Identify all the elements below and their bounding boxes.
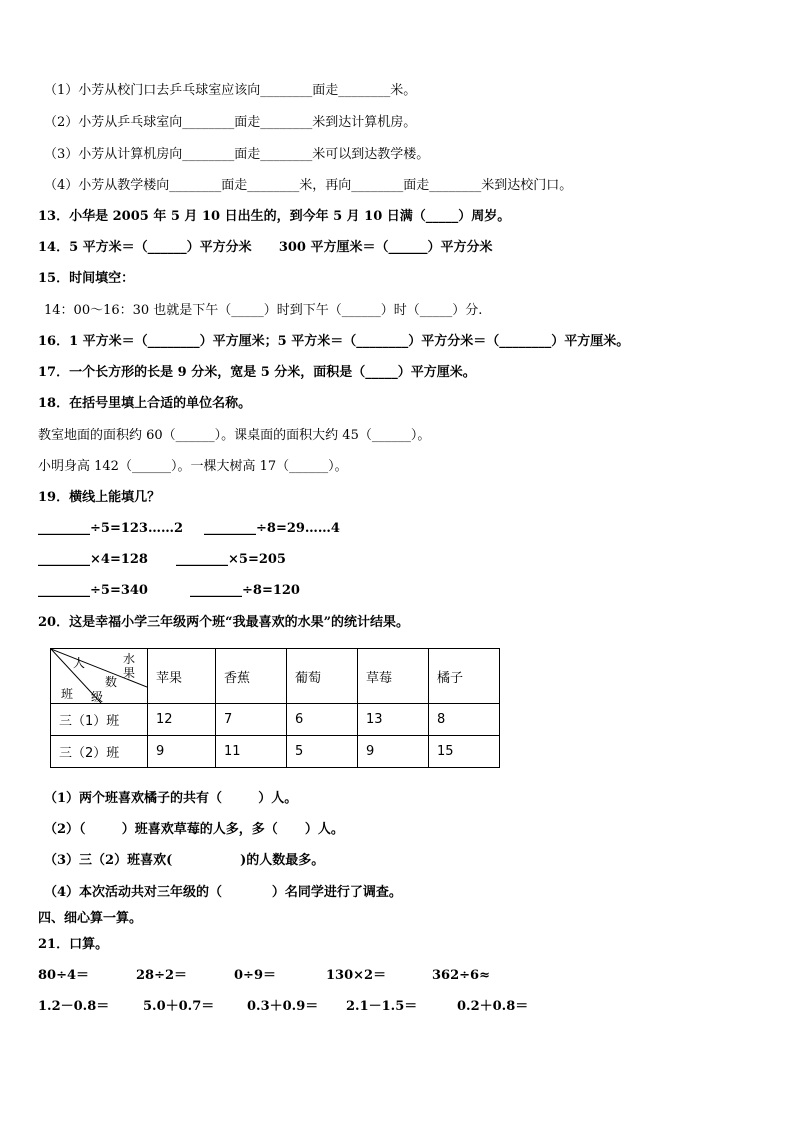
question-20-part-3: （3）三（2）班喜欢( )的人数最多。 bbox=[44, 853, 325, 868]
calc-item: 130×2＝ bbox=[326, 968, 387, 983]
header-orange: 橘子 bbox=[429, 649, 500, 704]
question-20-part-2: （2）（ ）班喜欢草莓的人多，多（ ）人。 bbox=[44, 822, 344, 837]
question-17: 17．一个长方形的长是 9 分米，宽是 5 分米，面积是（_____）平方厘米。 bbox=[38, 365, 476, 380]
sub-question-4: （4）小芳从教学楼向________面走________米，再向________面走________米到达校门口。 bbox=[44, 178, 573, 193]
section-4-heading: 四、细心算一算。 bbox=[38, 911, 143, 926]
value-cell: 15 bbox=[429, 736, 500, 768]
corner-label-shuiguo: 水果 bbox=[123, 652, 136, 680]
table-row bbox=[51, 704, 500, 736]
question-20-part-4: （4）本次活动共对三年级的（ ）名同学进行了调查。 bbox=[44, 885, 402, 900]
diagonal-header-cell bbox=[51, 649, 148, 704]
value-cell: 7 bbox=[216, 704, 287, 736]
class-name-cell: 三（2）班 bbox=[51, 736, 148, 768]
question-13: 13．小华是 2005 年 5 月 10 日出生的，到今年 5 月 10 日满（_____）周岁。 bbox=[38, 209, 511, 224]
sub-question-2: （2）小芳从乒乓球室向________面走________米到达计算机房。 bbox=[44, 115, 417, 130]
question-20-part-1: （1）两个班喜欢橘子的共有（ ）人。 bbox=[44, 791, 298, 806]
question-19-item-d: ________×5=205 bbox=[176, 552, 286, 567]
value-cell: 5 bbox=[287, 736, 358, 768]
question-21: 21．口算。 bbox=[38, 937, 109, 952]
corner-label-ren: 人 bbox=[73, 656, 86, 670]
value-cell: 12 bbox=[148, 704, 216, 736]
calc-item: 2.1－1.5＝ bbox=[346, 999, 418, 1014]
sub-question-3: （3）小芳从计算机房向________面走________米可以到达教学楼。 bbox=[44, 147, 430, 162]
question-19-item-b: ________÷8=29……4 bbox=[204, 521, 340, 536]
header-apple: 苹果 bbox=[148, 649, 216, 704]
question-19: 19．横线上能填几？ bbox=[38, 490, 161, 505]
value-cell: 9 bbox=[148, 736, 216, 768]
question-15: 15．时间填空： bbox=[38, 271, 135, 286]
calc-item: 0.2＋0.8＝ bbox=[457, 999, 529, 1014]
question-19-item-c: ________×4=128 bbox=[38, 552, 148, 567]
table-header-row bbox=[51, 649, 500, 704]
question-19-item-a: ________÷5=123……2 bbox=[38, 521, 184, 536]
question-15-content: 14：00～16：30 也就是下午（_____）时到下午（______）时（_____）分. bbox=[44, 303, 483, 318]
question-19-item-e: ________÷5=340 bbox=[38, 583, 148, 598]
value-cell: 11 bbox=[216, 736, 287, 768]
corner-label-ji: 级 bbox=[91, 690, 104, 704]
value-cell: 13 bbox=[358, 704, 429, 736]
calc-item: 80÷4＝ bbox=[38, 968, 90, 983]
header-strawberry: 草莓 bbox=[358, 649, 429, 704]
header-grape: 葡萄 bbox=[287, 649, 358, 704]
table-row bbox=[51, 736, 500, 768]
calc-item: 362÷6≈ bbox=[432, 968, 490, 983]
value-cell: 8 bbox=[429, 704, 500, 736]
question-14: 14．5 平方米＝（______）平方分米 300 平方厘米＝（______）平方分米 bbox=[38, 240, 493, 255]
question-18-line-1: 教室地面的面积约 60（______）。课桌面的面积大约 45（______）。 bbox=[38, 428, 431, 443]
value-cell: 9 bbox=[358, 736, 429, 768]
header-banana: 香蕉 bbox=[216, 649, 287, 704]
sub-question-1: （1）小芳从校门口去乒乓球室应该向________面走________米。 bbox=[44, 83, 417, 98]
fruit-survey-table bbox=[50, 648, 500, 768]
corner-label-ban: 班 bbox=[61, 687, 74, 701]
question-19-item-f: ________÷8=120 bbox=[190, 583, 300, 598]
question-20: 20．这是幸福小学三年级两个班“我最喜欢的水果”的统计结果。 bbox=[38, 615, 410, 630]
corner-label-shu: 数 bbox=[105, 675, 118, 689]
question-18: 18．在括号里填上合适的单位名称。 bbox=[38, 396, 252, 411]
question-16: 16．1 平方米＝（________）平方厘米；5 平方米＝（________）平方分米＝（________）平方厘米。 bbox=[38, 334, 630, 349]
calc-item: 0.3＋0.9＝ bbox=[247, 999, 319, 1014]
value-cell: 6 bbox=[287, 704, 358, 736]
calc-item: 1.2－0.8＝ bbox=[38, 999, 110, 1014]
question-18-line-2: 小明身高 142（______）。一棵大树高 17（______）。 bbox=[38, 459, 348, 474]
class-name-cell: 三（1）班 bbox=[51, 704, 148, 736]
calc-item: 5.0＋0.7＝ bbox=[143, 999, 215, 1014]
calc-item: 28÷2＝ bbox=[136, 968, 188, 983]
calc-item: 0÷9＝ bbox=[234, 968, 276, 983]
